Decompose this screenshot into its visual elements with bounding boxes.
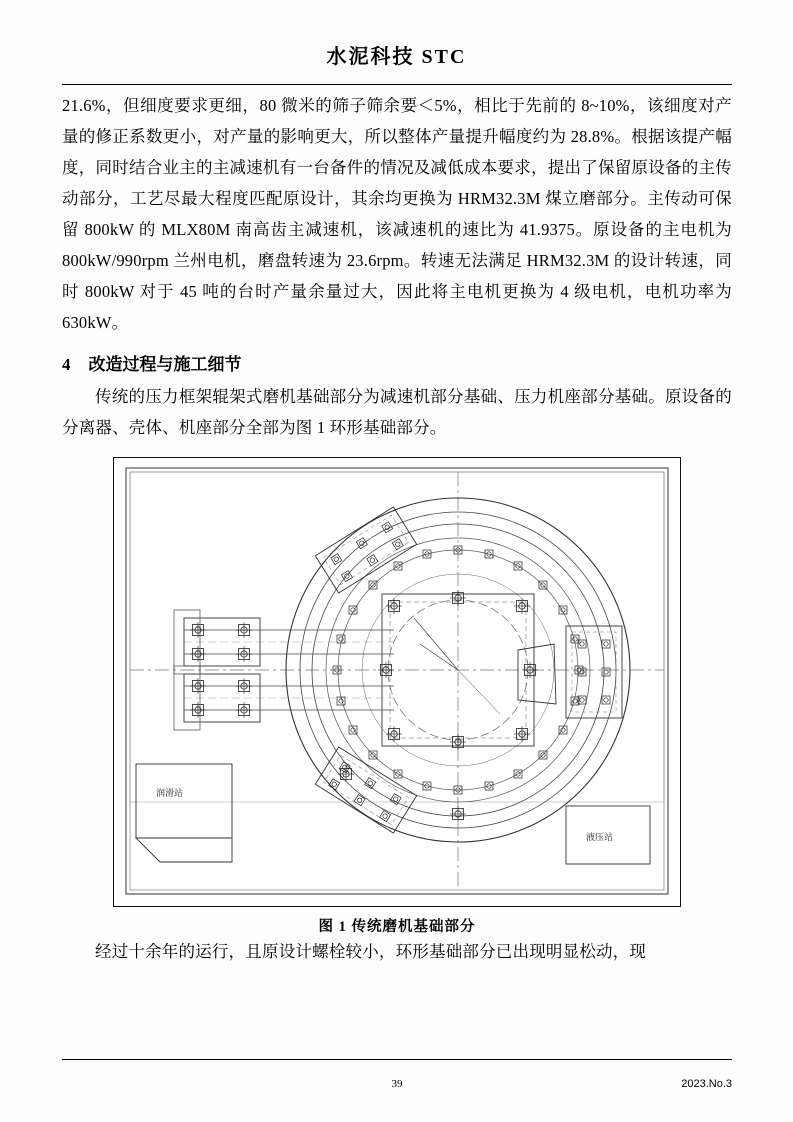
header-divider [62,84,732,85]
foundation-plan-svg [114,458,680,906]
label-lubrication-station: 润滑站 [156,788,184,798]
section-number: 4 [62,355,71,374]
figure-caption: 图 1 传统磨机基础部分 [318,919,476,935]
page-header [0,40,793,69]
page-number: 39 [391,1078,403,1090]
article-content [62,90,732,967]
page-footer [62,1078,732,1090]
figure-container [62,457,732,907]
section-heading [62,350,732,375]
section-title: 改造过程与施工细节 [88,355,242,374]
paragraph-two: 传统的压力框架辊架式磨机基础部分为减速机部分基础、压力机座部分基础。原设备的分离器、壳体、机座部分全部为图 1 环形基础部分。 [62,387,732,437]
issue-label: 2023.No.3 [681,1078,732,1090]
paragraph-three: 经过十余年的运行，且原设计螺栓较小，环形基础部分已出现明显松动，现 [95,942,647,961]
journal-title: 水泥科技 STC [326,46,467,68]
figure-1-drawing [113,457,681,907]
footer-divider [62,1059,732,1060]
label-hydraulic-station: 液压站 [586,832,614,842]
paragraph-continuation: 21.6%，但细度要求更细，80 微米的筛子筛余要＜5%，相比于先前的 8~10%，该细度对产量的修正系数更小，对产量的影响更大，所以整体产量提升幅度约为 28.8%。根据该提产幅度，同时结合业主的主减速机有一台备件的情况及减低成本要求，提出了保留原设备的主传动部分，工艺尽最大程度匹配原设计，其余均更换为 HRM32.3M 煤立磨部分。主传动可保留 800kW 的 MLX80M 南高齿主减速机，该减速机的速比为 41.9375。原设备的主电机为 800kW/990rpm 兰州电机，磨盘转速为 23.6rpm。转速无法满足 HRM32.3M 的设计转速，同时 800kW 对于 45 吨的台时产量余量过大，因此将主电机更换为 4 级电机，电机功率为 630kW。 [62,96,732,332]
